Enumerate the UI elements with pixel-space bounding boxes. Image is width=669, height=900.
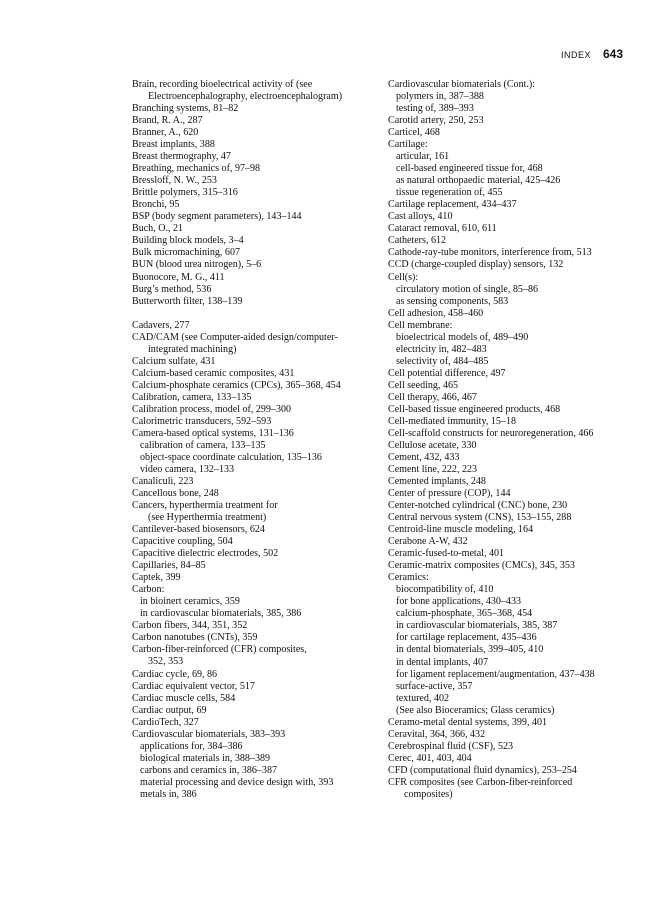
index-entry-line: in dental implants, 407 [396, 656, 489, 668]
index-subentry [388, 284, 638, 296]
index-entry [388, 717, 638, 729]
index-entry-line: for bone applications, 430–433 [396, 596, 522, 608]
index-column-right [388, 79, 638, 801]
index-entry [388, 753, 638, 765]
index-entry-line: Brittle polymers, 315–316 [132, 187, 238, 199]
index-entry-line: Breathing, mechanics of, 97–98 [132, 163, 261, 175]
index-entry [132, 356, 382, 368]
index-entry-line: electricity in, 482–483 [396, 343, 487, 355]
index-entry-line: textured, 402 [396, 692, 450, 704]
index-entry-line: Cerec, 401, 403, 404 [388, 752, 472, 764]
index-entry [132, 211, 382, 223]
index-subentry [132, 596, 382, 608]
index-entry [388, 464, 638, 476]
index-entry-line: calibration of camera, 133–135 [140, 439, 266, 451]
index-entry-line: Cerebrospinal fluid (CSF), 523 [388, 740, 514, 752]
index-subentry [388, 644, 638, 656]
index-subentry [388, 693, 638, 705]
index-subentry [388, 356, 638, 368]
index-entry-line: Cardiovascular biomaterials (Cont.): [388, 79, 536, 90]
index-entry [132, 127, 382, 139]
index-entry-line: composites) [404, 788, 453, 800]
index-entry [132, 669, 382, 681]
index-entry-line: Calorimetric transducers, 592–593 [132, 415, 272, 427]
index-entry-line: BSP (body segment parameters), 143–144 [132, 211, 302, 223]
index-entry-line: Cartilage: [388, 139, 428, 151]
index-entry-line: Cell-scaffold constructs for neuroregeneration, 466 [388, 427, 594, 439]
index-entry [132, 488, 382, 500]
index-entry-line: Catheters, 612 [388, 235, 447, 247]
index-entry-line: Carbon-fiber-reinforced (CFR) composites, [132, 644, 307, 656]
index-subentry [132, 777, 382, 789]
index-entry [132, 151, 382, 163]
index-entry-line: Ceramic-fused-to-metal, 401 [388, 548, 505, 560]
index-entry-line: Cartilage replacement, 434–437 [388, 199, 517, 211]
index-entry-line: Cemented implants, 248 [388, 476, 486, 488]
index-entry [388, 320, 638, 332]
index-entry [388, 524, 638, 536]
index-subentry [388, 596, 638, 608]
index-entry [132, 199, 382, 211]
index-entry-line: in cardiovascular biomaterials, 385, 387 [396, 620, 558, 632]
index-entry-line: Ceramics: [388, 572, 429, 584]
index-entry-line: BUN (blood urea nitrogen), 5–6 [132, 259, 262, 271]
index-entry-line: (See also Bioceramics; Glass ceramics) [396, 704, 555, 716]
index-entry-line: Cell(s): [388, 271, 419, 283]
index-subentry [132, 741, 382, 753]
index-entry [132, 404, 382, 416]
index-entry-line: Branching systems, 81–82 [132, 103, 239, 115]
index-entry-line: Electroencephalography, electroencephalogram) [148, 91, 343, 103]
index-entry-line: circulatory motion of single, 85–86 [396, 283, 539, 295]
index-entry [132, 235, 382, 247]
index-subentry [132, 440, 382, 452]
index-entry [388, 536, 638, 548]
index-entry-line: for ligament replacement/augmentation, 437–438 [396, 668, 595, 680]
index-entry [132, 175, 382, 187]
index-subentry [388, 332, 638, 344]
index-entry [132, 548, 382, 560]
index-entry [388, 416, 638, 428]
index-entry-line: as sensing components, 583 [396, 295, 509, 307]
index-entry-line: bioelectrical models of, 489–490 [396, 331, 529, 343]
index-entry-line: (see Hyperthermia treatment) [148, 512, 267, 524]
index-entry-line: integrated machining) [148, 343, 237, 355]
index-entry-line: Canaliculi, 223 [132, 476, 194, 488]
index-entry-line: Ceramo-metal dental systems, 399, 401 [388, 716, 548, 728]
index-subentry [388, 344, 638, 356]
index-entry-line: biological materials in, 388–389 [140, 752, 271, 764]
index-entry-line: Center of pressure (COP), 144 [388, 488, 511, 500]
index-entry [388, 223, 638, 235]
index-entry [388, 765, 638, 777]
index-entry [132, 416, 382, 428]
index-subentry [388, 705, 638, 717]
index-entry [132, 320, 382, 332]
index-entry [388, 428, 638, 440]
index-entry [132, 560, 382, 572]
running-head [561, 47, 623, 61]
index-entry-line: Cell-mediated immunity, 15–18 [388, 415, 516, 427]
index-entry-line: in cardiovascular biomaterials, 385, 386 [140, 608, 302, 620]
index-entry [388, 79, 638, 91]
index-entry-line: CFD (computational fluid dynamics), 253–254 [388, 764, 577, 776]
index-entry [132, 139, 382, 151]
index-entry-line: Cell-based tissue engineered products, 468 [388, 403, 561, 415]
index-subentry [132, 765, 382, 777]
index-entry [388, 452, 638, 464]
index-entry-line: Carbon: [132, 584, 165, 596]
index-entry [132, 644, 382, 668]
index-entry [388, 139, 638, 151]
index-entry [132, 584, 382, 596]
index-entry [388, 488, 638, 500]
index-entry [388, 476, 638, 488]
index-entry-line: Cardiac output, 69 [132, 704, 207, 716]
index-entry-line: Carbon nanotubes (CNTs), 359 [132, 632, 258, 644]
index-entry-line: Cancellous bone, 248 [132, 488, 219, 500]
index-entry [132, 163, 382, 175]
index-entry [132, 380, 382, 392]
index-entry-line: Buonocore, M. G., 411 [132, 271, 225, 283]
index-entry [388, 368, 638, 380]
index-subentry [388, 175, 638, 187]
index-entry-line: Cerabone A-W, 432 [388, 536, 468, 548]
index-entry-line: Brain, recording bioelectrical activity of (see [132, 79, 313, 90]
index-entry [132, 681, 382, 693]
index-entry-line: Cadavers, 277 [132, 319, 190, 331]
index-subentry [132, 753, 382, 765]
page-number: 643 [602, 47, 623, 61]
letter-group-gap [132, 308, 382, 320]
index-entry [132, 632, 382, 644]
index-entry [132, 705, 382, 717]
index-entry [132, 572, 382, 584]
index-entry-line: Brand, R. A., 287 [132, 115, 203, 127]
index-entry [132, 476, 382, 488]
index-entry-line: Cataract removal, 610, 611 [388, 223, 497, 235]
index-entry-line: in bioinert ceramics, 359 [140, 596, 240, 608]
index-entry [132, 620, 382, 632]
index-entry [132, 332, 382, 356]
index-column-left [132, 79, 382, 801]
index-subentry [132, 464, 382, 476]
index-entry [388, 392, 638, 404]
index-entry-line: Burg’s method, 536 [132, 283, 212, 295]
index-entry-line: CFR composites (see Carbon-fiber-reinforced [388, 776, 573, 788]
index-subentry [388, 584, 638, 596]
index-subentry [388, 151, 638, 163]
index-entry [132, 536, 382, 548]
index-subentry [388, 163, 638, 175]
index-entry-line: Bulk micromachining, 607 [132, 247, 240, 259]
index-entry-line: CAD/CAM (see Computer-aided design/computer- [132, 331, 338, 343]
index-entry [388, 380, 638, 392]
index-entry [132, 79, 382, 103]
index-entry [388, 247, 638, 259]
index-entry-line: Center-notched cylindrical (CNC) bone, 230 [388, 500, 568, 512]
index-entry-line: Ceramic-matrix composites (CMCs), 345, 353 [388, 560, 575, 572]
index-entry-line: applications for, 384–386 [140, 740, 243, 752]
index-entry-line: Cardiac muscle cells, 584 [132, 692, 236, 704]
index-entry-line: surface-active, 357 [396, 680, 473, 692]
index-entry-line: Breast implants, 388 [132, 139, 215, 151]
index-entry-line: metals in, 386 [140, 788, 197, 800]
index-entry-line: Cell seeding, 465 [388, 379, 459, 391]
running-head-label: INDEX [560, 50, 591, 60]
index-subentry [388, 620, 638, 632]
index-entry-line: Bronchi, 95 [132, 199, 180, 211]
index-entry-line: Calibration, camera, 133–135 [132, 391, 252, 403]
index-entry [132, 428, 382, 440]
index-entry [388, 308, 638, 320]
index-entry-line: testing of, 389–393 [396, 103, 474, 115]
index-entry-line: Branner, A., 620 [132, 127, 199, 139]
index-entry-line: Cathode-ray-tube monitors, interference from, 513 [388, 247, 592, 259]
index-subentry [132, 789, 382, 801]
index-entry-line: Camera-based optical systems, 131–136 [132, 427, 294, 439]
index-entry [388, 741, 638, 753]
index-entry [132, 693, 382, 705]
index-entry-line: video camera, 132–133 [140, 463, 235, 475]
index-subentry [388, 91, 638, 103]
index-entry-line: calcium-phosphate, 365–368, 454 [396, 608, 533, 620]
index-entry [388, 115, 638, 127]
index-entry-line: Carticel, 468 [388, 127, 440, 139]
index-entry [132, 259, 382, 271]
index-entry-line: Cell potential difference, 497 [388, 367, 506, 379]
index-subentry [388, 632, 638, 644]
index-entry-line: Capacitive coupling, 504 [132, 536, 233, 548]
index-entry [132, 187, 382, 199]
index-entry [388, 404, 638, 416]
index-entry-line: Capillaries, 84–85 [132, 560, 206, 572]
index-subentry [132, 452, 382, 464]
index-entry-line: selectivity of, 484–485 [396, 355, 489, 367]
index-subentry [132, 608, 382, 620]
index-entry-line: for cartilage replacement, 435–436 [396, 632, 537, 644]
index-entry-line: Cell adhesion, 458–460 [388, 307, 484, 319]
index-entry-line: in dental biomaterials, 399–405, 410 [396, 644, 544, 656]
index-entry [388, 500, 638, 512]
index-entry-line: Cardiac cycle, 69, 86 [132, 668, 218, 680]
index-entry-line: cell-based engineered tissue for, 468 [396, 163, 543, 175]
index-entry [132, 247, 382, 259]
index-entry [388, 560, 638, 572]
index-subentry [388, 187, 638, 199]
index-entry-line: Calcium-based ceramic composites, 431 [132, 367, 295, 379]
index-entry [388, 777, 638, 801]
index-entry [132, 284, 382, 296]
index-entry [388, 729, 638, 741]
index-entry-line: articular, 161 [396, 151, 450, 163]
index-entry-line: Cellulose acetate, 330 [388, 439, 477, 451]
index-entry-line: Cardiovascular biomaterials, 383–393 [132, 728, 286, 740]
index-entry [388, 512, 638, 524]
index-entry-line: Cement line, 222, 223 [388, 464, 478, 475]
index-entry [132, 392, 382, 404]
index-subentry [388, 669, 638, 681]
index-entry-line: Calcium sulfate, 431 [132, 355, 216, 367]
index-entry [132, 223, 382, 235]
index-entry-line: Building block models, 3–4 [132, 235, 244, 247]
index-entry-line: Cell therapy, 466, 467 [388, 391, 477, 403]
index-entry [132, 717, 382, 729]
index-entry [388, 127, 638, 139]
index-entry [388, 235, 638, 247]
index-subentry [388, 103, 638, 115]
index-subentry [388, 681, 638, 693]
index-entry-line: Ceravital, 364, 366, 432 [388, 728, 486, 740]
index-entry-line: Cement, 432, 433 [388, 451, 460, 463]
index-entry-line: object-space coordinate calculation, 135–136 [140, 451, 322, 463]
index-entry-line: CardioTech, 327 [132, 716, 199, 728]
index-entry-line: biocompatibility of, 410 [396, 584, 494, 596]
index-entry [132, 296, 382, 308]
index-entry-line: Capacitive dielectric electrodes, 502 [132, 548, 279, 560]
index-entry [132, 729, 382, 741]
index-entry [132, 115, 382, 127]
index-entry-line: CCD (charge-coupled display) sensors, 132 [388, 259, 564, 271]
index-entry-line: Centroid-line muscle modeling, 164 [388, 524, 534, 536]
index-entry-line: Cardiac equivalent vector, 517 [132, 680, 255, 692]
index-entry [132, 368, 382, 380]
index-subentry [388, 296, 638, 308]
index-entry-line: Carbon fibers, 344, 351, 352 [132, 620, 248, 632]
index-entry-line: Calibration process, model of, 299–300 [132, 403, 292, 415]
index-subentry [388, 608, 638, 620]
index-entry-line: Central nervous system (CNS), 153–155, 288 [388, 512, 572, 524]
index-entry-line: Buch, O., 21 [132, 223, 184, 235]
index-entry [388, 440, 638, 452]
index-entry-line: Cancers, hyperthermia treatment for [132, 500, 278, 512]
index-entry [132, 524, 382, 536]
index-entry-line: polymers in, 387–388 [396, 91, 484, 103]
index-entry [388, 211, 638, 223]
index-entry [388, 199, 638, 211]
index-entry [132, 272, 382, 284]
index-entry [388, 272, 638, 284]
index-entry-line: Butterworth filter, 138–139 [132, 295, 243, 307]
index-entry-line: Bressloff, N. W., 253 [132, 175, 217, 187]
index-entry-line: Cell membrane: [388, 319, 453, 331]
index-entry [132, 103, 382, 115]
index-entry-line: Captek, 399 [132, 572, 181, 584]
index-entry [388, 572, 638, 584]
index-entry-line: carbons and ceramics in, 386–387 [140, 764, 277, 776]
index-entry-line: material processing and device design with, 393 [140, 776, 334, 788]
index-entry [388, 548, 638, 560]
index-entry [132, 500, 382, 524]
index-entry-line: as natural orthopaedic material, 425–426 [396, 175, 561, 187]
index-entry-line: Cantilever-based biosensors, 624 [132, 524, 265, 536]
index-entry-line: Calcium-phosphate ceramics (CPCs), 365–368, 454 [132, 379, 341, 391]
index-entry-line: 352, 353 [148, 656, 184, 668]
index-subentry [388, 657, 638, 669]
index-entry-line: Cast alloys, 410 [388, 211, 453, 223]
index-entry-line: Breast thermography, 47 [132, 151, 231, 163]
index-entry-line: Carotid artery, 250, 253 [388, 115, 484, 127]
index-entry-line: tissue regeneration of, 455 [396, 187, 503, 199]
index-entry [388, 259, 638, 271]
